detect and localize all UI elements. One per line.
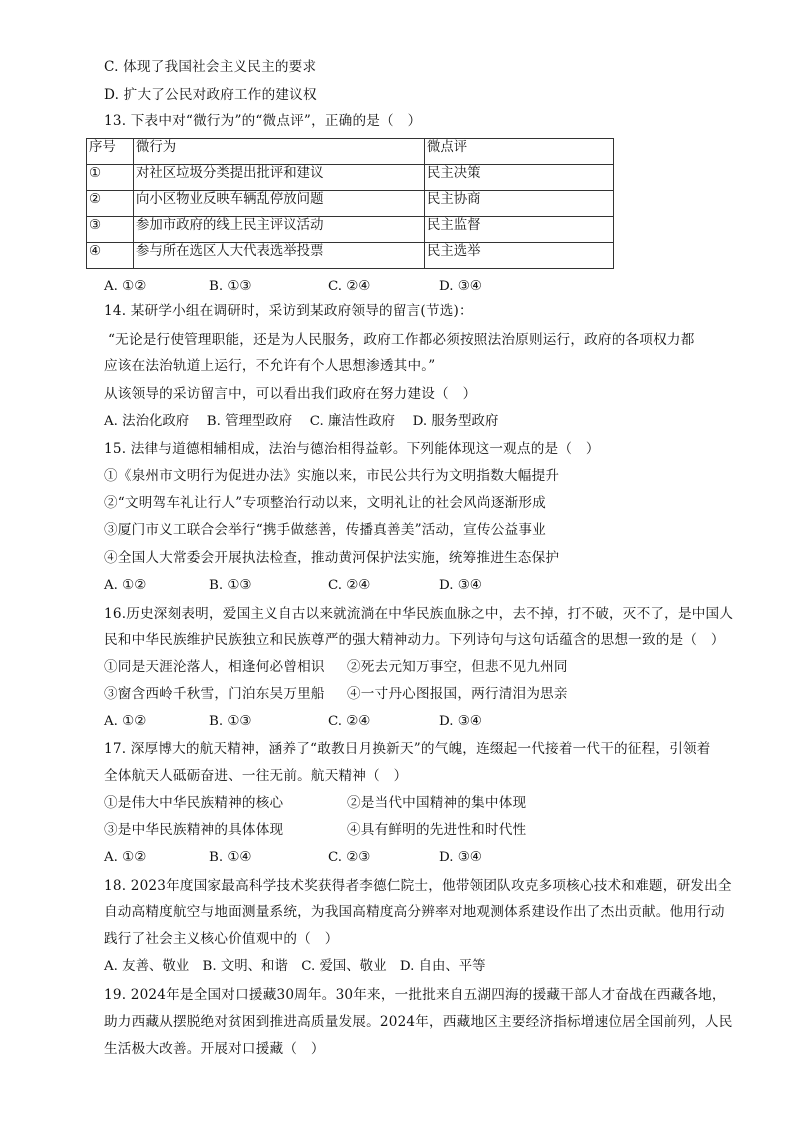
q17-item-4: ④具有鲜明的先进性和时代性 bbox=[347, 822, 527, 838]
q12-option-d: D. 扩大了公民对政府工作的建议权 bbox=[104, 87, 317, 103]
q13-option-c: C. ②④ bbox=[328, 279, 371, 294]
q19-stem-line1: 19. 2024年是全国对口援藏30周年。30年来，一批批来自五湖四海的援藏干部人才奋战在西藏各地， bbox=[104, 987, 726, 1003]
table-row bbox=[87, 243, 614, 269]
q14-quote-line1: “无论是行使管理职能，还是为人民服务，政府工作都必须按照法治原则运行，政府的各项权力都 bbox=[108, 332, 695, 348]
table-header-row bbox=[87, 139, 614, 165]
q15-option-d: D. ③④ bbox=[439, 578, 482, 593]
q15-item-3: ③厦门市义工联合会举行“携手做慈善，传播真善美”活动，宣传公益事业 bbox=[104, 522, 546, 538]
q17-item-2: ②是当代中国精神的集中体现 bbox=[347, 795, 527, 811]
q13-table bbox=[86, 138, 614, 269]
q16-item-2: ②死去元知万事空，但悲不见九州同 bbox=[347, 659, 568, 675]
table-cell: ① bbox=[87, 165, 134, 191]
q16-item-1: ①同是天涯沦落人，相逢何必曾相识 bbox=[104, 659, 325, 675]
q13-option-b: B. ①③ bbox=[209, 279, 252, 294]
q18-stem-line3: 践行了社会主义核心价值观中的（ ） bbox=[104, 931, 339, 947]
q13-option-a: A. ①② bbox=[104, 279, 147, 294]
q18-stem-line1: 18. 2023年度国家最高科学技术奖获得者李德仁院士，他带领团队攻克多项核心技术和难题，研发出全 bbox=[104, 878, 732, 894]
q15-option-b: B. ①③ bbox=[209, 578, 252, 593]
q15-stem: 15. 法律与道德相辅相成，法治与德治相得益彰。下列能体现这一观点的是（ ） bbox=[104, 441, 600, 457]
q16-option-d: D. ③④ bbox=[439, 714, 482, 729]
q17-option-b: B. ①④ bbox=[209, 850, 252, 865]
table-cell: 民主协商 bbox=[425, 191, 614, 217]
q15-option-c: C. ②④ bbox=[328, 578, 371, 593]
table-cell: 民主选举 bbox=[425, 243, 614, 269]
q14-options: A. 法治化政府 B. 管理型政府 C. 廉洁性政府 D. 服务型政府 bbox=[104, 414, 499, 429]
q19-stem-line3: 生活极大改善。开展对口援藏（ ） bbox=[104, 1041, 325, 1057]
q18-options: A. 友善、敬业 B. 文明、和谐 C. 爱国、敬业 D. 自由、平等 bbox=[104, 959, 486, 974]
table-row bbox=[87, 165, 614, 191]
q17-item-1: ①是伟大中华民族精神的核心 bbox=[104, 795, 284, 811]
table-header-cell: 序号 bbox=[87, 139, 134, 165]
q14-quote-line2: 应该在法治轨道上运行，不允许有个人思想渗透其中。” bbox=[104, 358, 436, 374]
q14-question: 从该领导的采访留言中，可以看出我们政府在努力建设（ ） bbox=[104, 386, 477, 402]
q13-option-d: D. ③④ bbox=[439, 279, 482, 294]
q17-stem-line1: 17. 深厚博大的航天精神，涵养了“敢教日月换新天”的气魄，连缀起一代接着一代干的征程，引领着 bbox=[104, 741, 711, 757]
q15-item-1: ①《泉州市文明行为促进办法》实施以来，市民公共行为文明指数大幅提升 bbox=[104, 468, 560, 484]
q15-item-4: ④全国人大常委会开展执法检查，推动黄河保护法实施，统筹推进生态保护 bbox=[104, 550, 560, 566]
table-cell: 向小区物业反映车辆乱停放问题 bbox=[134, 191, 425, 217]
q16-item-3: ③窗含西岭千秋雪，门泊东吴万里船 bbox=[104, 686, 325, 702]
q14-stem: 14. 某研学小组在调研时，采访到某政府领导的留言(节选)： bbox=[104, 303, 473, 319]
q17-option-a: A. ①② bbox=[104, 850, 147, 865]
q17-item-3: ③是中华民族精神的具体体现 bbox=[104, 822, 284, 838]
q12-option-c: C. 体现了我国社会主义民主的要求 bbox=[104, 59, 317, 75]
q15-item-2: ②“文明驾车礼让行人”专项整治行动以来，文明礼让的社会风尚逐渐形成 bbox=[104, 495, 546, 511]
q16-option-b: B. ①③ bbox=[209, 714, 252, 729]
q17-option-d: D. ③④ bbox=[439, 850, 482, 865]
q16-option-c: C. ②④ bbox=[328, 714, 371, 729]
q15-option-a: A. ①② bbox=[104, 578, 147, 593]
table-row bbox=[87, 191, 614, 217]
q13-stem: 13. 下表中对“微行为”的“微点评”，正确的是（ ） bbox=[104, 113, 422, 129]
table-cell: 民主监督 bbox=[425, 217, 614, 243]
table-cell: 民主决策 bbox=[425, 165, 614, 191]
table-header-cell: 微行为 bbox=[134, 139, 425, 165]
table-header-cell: 微点评 bbox=[425, 139, 614, 165]
table-row bbox=[87, 217, 614, 243]
q19-stem-line2: 助力西藏从摆脱绝对贫困到推进高质量发展。2024年，西藏地区主要经济指标增速位居全国前列，人民 bbox=[104, 1014, 733, 1030]
table-cell: 对社区垃圾分类提出批评和建议 bbox=[134, 165, 425, 191]
q16-option-a: A. ①② bbox=[104, 714, 147, 729]
table-cell: 参与所在选区人大代表选举投票 bbox=[134, 243, 425, 269]
table-cell: ② bbox=[87, 191, 134, 217]
table-cell: ③ bbox=[87, 217, 134, 243]
q16-stem-line1: 16.历史深刻表明，爱国主义自古以来就流淌在中华民族血脉之中，去不掉，打不破，灭不了，是中国人 bbox=[104, 606, 734, 622]
table-cell: 参加市政府的线上民主评议活动 bbox=[134, 217, 425, 243]
q17-stem-line2: 全体航天人砥砺奋进、一往无前。航天精神（ ） bbox=[104, 768, 408, 784]
q16-stem-line2: 民和中华民族维护民族独立和民族尊严的强大精神动力。下列诗句与这句话蕴含的思想一致的是（ ） bbox=[104, 632, 725, 648]
table-cell: ④ bbox=[87, 243, 134, 269]
q16-item-4: ④一寸丹心图报国，两行清泪为思亲 bbox=[347, 686, 568, 702]
q18-stem-line2: 自动高精度航空与地面测量系统，为我国高精度高分辨率对地观测体系建设作出了杰出贡献。他用行动 bbox=[104, 904, 725, 920]
q17-option-c: C. ②③ bbox=[328, 850, 371, 865]
